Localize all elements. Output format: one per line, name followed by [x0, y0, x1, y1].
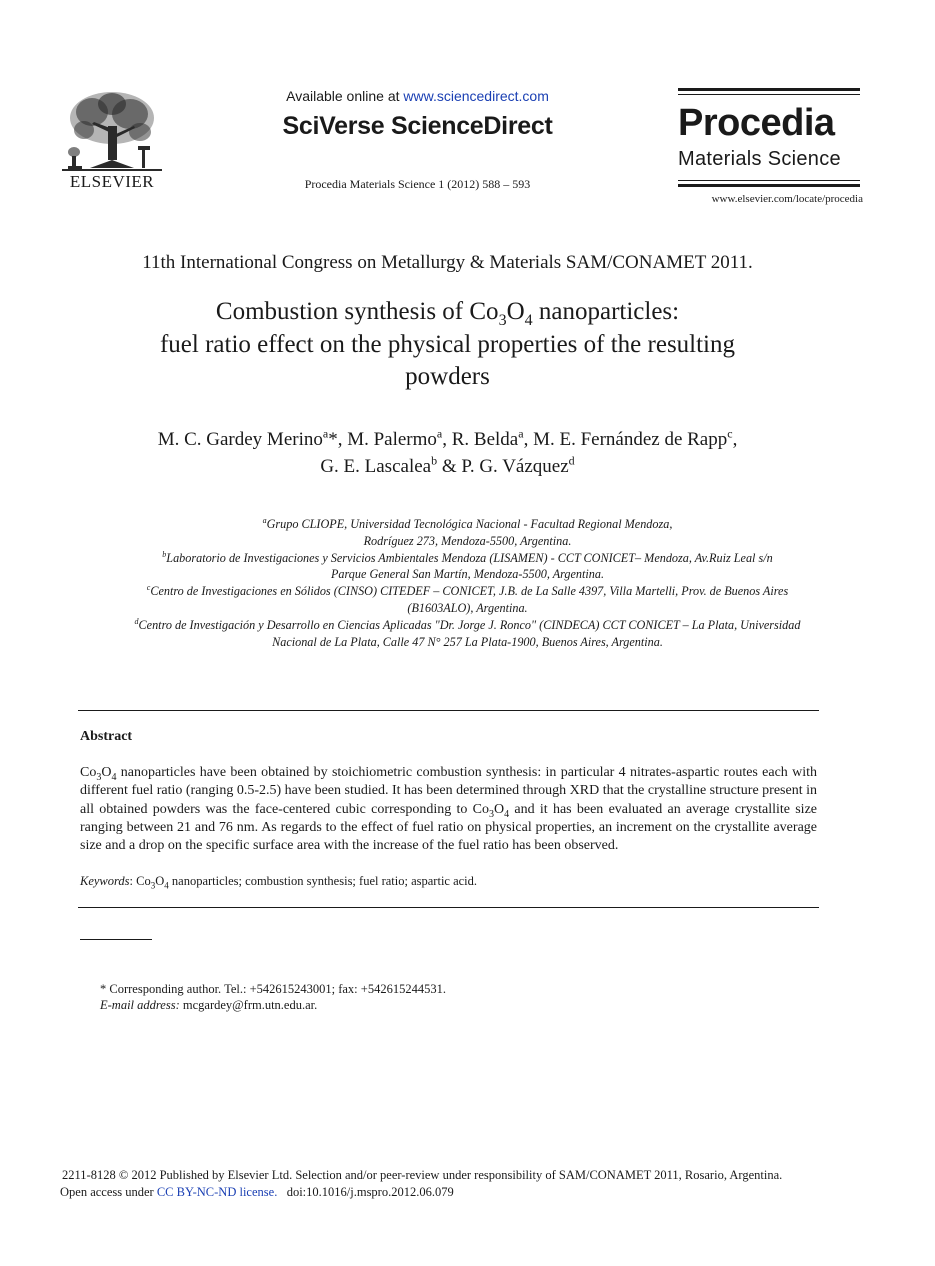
author-name: M. E. Fernández de Rapp — [533, 429, 728, 450]
author-list — [60, 427, 835, 480]
congress-name: 11th International Congress on Metallurgy & Materials SAM/CONAMET 2011. — [142, 252, 753, 273]
email-label: E-mail address: — [100, 998, 180, 1012]
abstract-bottom-rule — [78, 907, 819, 908]
open-access-line: Open access under CC BY-NC-ND license. doi:10.1016/j.mspro.2012.06.079 — [60, 1185, 454, 1199]
procedia-url[interactable]: www.elsevier.com/locate/procedia — [711, 193, 863, 205]
email-address[interactable]: mcgardey@frm.utn.edu.ar. — [179, 998, 318, 1012]
available-online-label: Available online at — [286, 88, 404, 104]
publisher-wordmark: ELSEVIER — [69, 172, 155, 191]
affiliation-d: $^d$Centro de Investigación y Desarrollo en Ciencias Aplicadas "Dr. Jorge J. Ronco" (CINDECA) CCT CONICET – La Plata, Universidad Nacional de La Plata, Calle 47 N° 257 La Plata-1900, Buenos Aires, Argentina. — [134, 616, 801, 649]
affiliation-b: $^b$Laboratorio de Investigaciones y Servicios Ambientales Mendoza (LISAMEN) - CCT CONICET– Mendoza, Av.Ruiz Leal s/n Parque General San Martín, Mendoza-5500, Argentina. — [162, 549, 773, 582]
keywords-label: Keywords — [80, 874, 130, 888]
authors-line-1: M. C. Gardey Merino$^a$*, M. Palermo$^a$, R. Belda$^a$, M. E. Fernández de Rapp$^c$, — [157, 426, 738, 450]
abstract-heading: Abstract — [80, 729, 133, 744]
email-note — [100, 998, 317, 1013]
procedia-subtitle: Materials Science — [678, 148, 841, 170]
authors-line-2: G. E. Lascalea$^b$ & P. G. Vázquez$^d$ — [320, 453, 575, 477]
abstract-top-rule — [78, 710, 819, 711]
title-line-2: fuel ratio effect on the physical properties of the resulting — [159, 330, 736, 358]
author-name: M. Palermo — [347, 429, 437, 450]
copyright-line: 2211-8128 © 2012 Published by Elsevier Ltd. Selection and/or peer-review under responsibility of SAM/CONAMET 2011, Rosario, Argentina. — [62, 1168, 783, 1182]
procedia-rule-top — [678, 88, 860, 91]
procedia-rule-bottom — [678, 184, 860, 187]
platform-name: SciVerse ScienceDirect — [282, 112, 553, 140]
title-line-3: powders — [405, 363, 490, 390]
doi[interactable]: doi:10.1016/j.mspro.2012.06.079 — [286, 1185, 454, 1199]
affiliation-c: $^c$Centro de Investigaciones en Sólidos (CINSO) CITEDEF – CONICET, J.B. de La Salle 4397, Villa Martelli, Prov. de Buenos Aires (B1603ALO), Argentina. — [146, 583, 789, 615]
available-online-line — [240, 88, 595, 104]
paper-title — [90, 296, 805, 394]
author-name: R. Belda — [451, 429, 519, 450]
footnote-rule — [80, 939, 152, 940]
author-name: M. C. Gardey Merino — [157, 429, 323, 450]
procedia-rule-top-thin — [678, 94, 860, 95]
affiliation-a: $^a$Grupo CLIOPE, Universidad Tecnológica Nacional - Facultad Regional Mendoza, Rodríguez 273, Mendoza-5500, Argentina. — [262, 515, 673, 548]
procedia-title: Procedia — [678, 102, 835, 144]
corresponding-author-note: * Corresponding author. Tel.: +542615243001; fax: +542615244531. — [100, 982, 446, 996]
journal-reference: Procedia Materials Science 1 (2012) 588 – 593 — [304, 177, 531, 191]
keywords-line: Keywords: $Co_3O_4$ nanoparticles; combustion synthesis; fuel ratio; aspartic acid. — [80, 874, 478, 891]
sciencedirect-link[interactable]: www.sciencedirect.com — [403, 88, 549, 104]
author-name: G. E. Lascalea — [320, 455, 432, 477]
procedia-journal-logo — [678, 88, 860, 190]
procedia-rule-bottom-thin — [678, 180, 860, 181]
title-line-1: Combustion synthesis of $Co_3O_4$ nanoparticles: — [215, 298, 680, 329]
author-name: P. G. Vázquez — [461, 455, 569, 477]
license-link[interactable]: CC BY-NC-ND license. — [156, 1185, 278, 1199]
abstract-body: $Co_3O_4$ nanoparticles have been obtained by stoichiometric combustion synthesis: in particular 4 nitrates-aspartic routes each with different fuel ratio (ranging 0.5-2.5) have been studied. It has been determined through XRD that the crystalline structure present in all obtained powders was the face-centered cubic corresponding to $Co_3O_4$ and it has been evaluated an average crystallite size ranging between 21 and 76 nm. As regards to the effect of fuel ratio on physical properties, an increment on the crystallite average size and a drop on the specific surface area with the increase of the fuel ratio has been observed. — [80, 765, 818, 854]
affiliations — [60, 516, 875, 650]
